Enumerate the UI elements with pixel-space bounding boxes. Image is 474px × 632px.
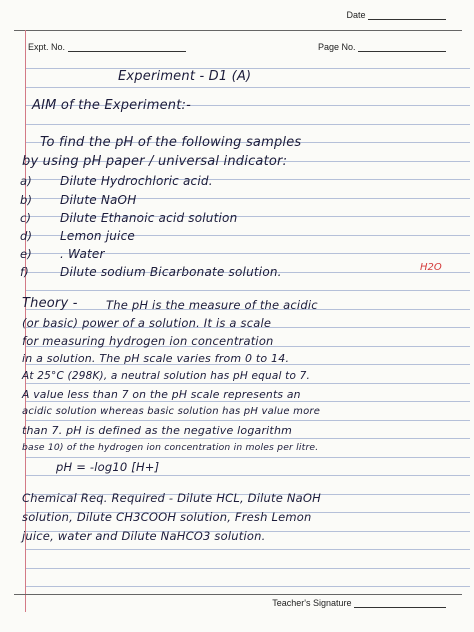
ruled-line (26, 401, 470, 402)
page-no-label: Page No. (317, 42, 356, 52)
theory-line: A value less than 7 on the pH scale represents an (22, 388, 301, 401)
page-no-field (318, 42, 446, 52)
aim-heading: AIM of the Experiment:- (32, 98, 191, 113)
expt-no-field (28, 42, 186, 52)
theory-line: acidic solution whereas basic solution has pH value more (22, 406, 321, 417)
theory-line: (or basic) power of a solution. It is a scale (22, 316, 272, 330)
list-item-label: e) (20, 247, 32, 261)
list-item-text: Dilute Hydrochloric acid. (60, 174, 213, 188)
theory-heading: Theory - (22, 296, 78, 311)
ruled-line (26, 568, 470, 569)
theory-line: base 10) of the hydrogen ion concentration in moles per litre. (22, 442, 319, 453)
theory-line: At 25°C (298K), a neutral solution has pH equal to 7. (22, 370, 311, 382)
ruled-line (26, 549, 470, 550)
list-item-label: a) (20, 174, 32, 188)
list-item-text: Dilute Ethanoic acid solution (60, 211, 238, 225)
date-line (368, 19, 446, 20)
experiment-title: Experiment - D1 (A) (118, 69, 252, 84)
header-border (14, 30, 462, 31)
signature-label: Teacher's Signature (272, 598, 352, 608)
aim-line-2: by using pH paper / universal indicator: (22, 154, 288, 169)
page-no-line (358, 51, 446, 52)
signature-field (272, 598, 446, 608)
ruled-line (26, 457, 470, 458)
chemicals-line: solution, Dilute CH3COOH solution, Fresh Lemon (22, 510, 312, 524)
footer-border (14, 594, 462, 595)
ruled-line (26, 438, 470, 439)
list-item-text: . Water (60, 247, 105, 261)
date-label: Date (346, 10, 366, 20)
red-correction-note: H2O (420, 262, 442, 273)
theory-line: in a solution. The pH scale varies from 0 to 14. (22, 352, 290, 365)
theory-line: for measuring hydrogen ion concentration (22, 334, 274, 348)
ruled-line (26, 124, 470, 125)
aim-line-1: To find the pH of the following samples (40, 135, 302, 150)
list-item-label: d) (20, 229, 33, 243)
list-item-label: f) (20, 265, 29, 279)
list-item-text: Lemon juice (60, 229, 135, 243)
ruled-line (26, 87, 470, 88)
list-item-label: c) (20, 211, 32, 225)
list-item-text: Dilute sodium Bicarbonate solution. (60, 265, 282, 279)
list-item-text: Dilute NaOH (60, 193, 137, 207)
chemicals-line: juice, water and Dilute NaHCO3 solution. (22, 529, 266, 543)
expt-no-label: Expt. No. (28, 42, 66, 52)
ruled-line (26, 475, 470, 476)
chemicals-line: Chemical Req. Required - Dilute HCL, Dilute NaOH (22, 491, 321, 505)
signature-line (354, 607, 446, 608)
ruled-line (26, 290, 470, 291)
expt-no-line (68, 51, 186, 52)
ruled-line (26, 586, 470, 587)
theory-line: than 7. pH is defined as the negative logarithm (22, 424, 293, 437)
list-item-label: b) (20, 193, 33, 207)
ph-formula: pH = -log10 [H+] (56, 460, 160, 474)
date-field (346, 10, 446, 20)
theory-line: The pH is the measure of the acidic (106, 298, 318, 312)
ruled-line (26, 420, 470, 421)
ruled-line (26, 383, 470, 384)
